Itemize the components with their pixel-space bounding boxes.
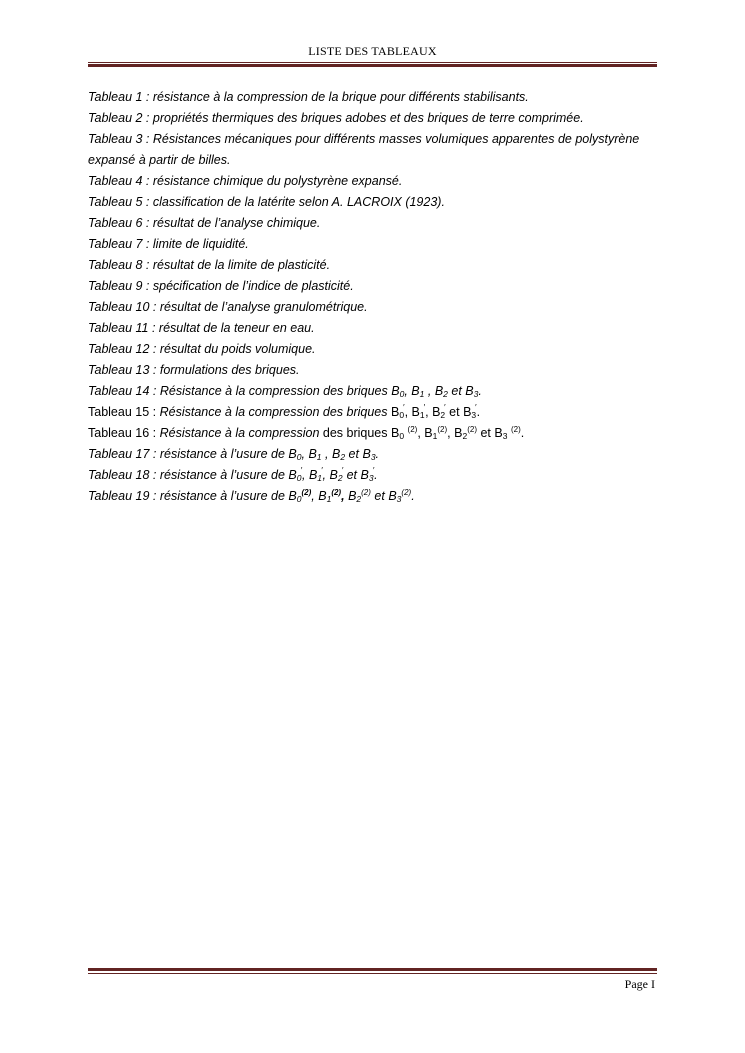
list-item: Tableau 6 : résultat de l’analyse chimique. — [88, 216, 321, 230]
list-item: Tableau 14 : Résistance à la compression des briques $B_0$, $B_1$ , $B_2$ et $B_3$. — [88, 384, 482, 399]
page-header-title: LISTE DES TABLEAUX — [308, 44, 437, 58]
list-item: Tableau 5 : classification de la latérite selon A. LACROIX (1923). — [88, 195, 445, 209]
list-item: Tableau 1 : résistance à la compression de la brique pour différents stabilisants. — [88, 90, 529, 104]
list-item: Tableau 2 : propriétés thermiques des briques adobes et des briques de terre comprimée. — [88, 111, 584, 125]
list-item: Tableau 17 : résistance à l’usure de $B_0$, $B_1$ , $B_2$ et $B_3$. — [88, 447, 380, 462]
list-item: Tableau 9 : spécification de l’indice de plasticité. — [88, 279, 354, 293]
list-item: Tableau 18 : résistance à l’usure de $B_0'$, $B_1'$, $B_2'$ et $B_3'$. — [88, 466, 378, 483]
list-item: Tableau 8 : résultat de la limite de plasticité. — [88, 258, 331, 272]
list-item: Tableau 12 : résultat du poids volumique. — [88, 342, 316, 356]
footer-rule-thick — [88, 968, 657, 971]
table-list — [88, 87, 658, 507]
list-item: Tableau 13 : formulations des briques. — [88, 363, 300, 377]
header-rule-thin — [88, 62, 657, 63]
list-item: Tableau 15 : Résistance à la compression des briques $B_0'$, $B_1'$, $B_2'$ et $B_3'$. — [88, 403, 481, 420]
list-item: Tableau 7 : limite de liquidité. — [88, 237, 249, 251]
list-item: Tableau 11 : résultat de la teneur en eau. — [88, 321, 315, 335]
list-item: Tableau 10 : résultat de l’analyse granulométrique. — [88, 300, 368, 314]
footer-rule-thin — [88, 973, 657, 974]
list-item: Tableau 16 : Résistance à la compression des briques $B_0$ $^{(2)}$, $B_1^{(2)}$, $B_2^{(2)}$ et $B_3$ $^{(2)}$. — [88, 425, 525, 441]
list-item: Tableau 19 : résistance à l’usure de $B_0^{(2)}$, $B_1^{(2)}$, $B_2^{(2)}$ et $B_3^{(2)}$. — [88, 488, 415, 504]
page-number: Page I — [624, 977, 655, 991]
header-rule-thick — [88, 64, 657, 67]
list-item: Tableau 3 : Résistances mécaniques pour différents masses volumiques apparentes de polystyrène expansé à partir de billes. — [88, 132, 640, 167]
list-item: Tableau 4 : résistance chimique du polystyrène expansé. — [88, 174, 403, 188]
